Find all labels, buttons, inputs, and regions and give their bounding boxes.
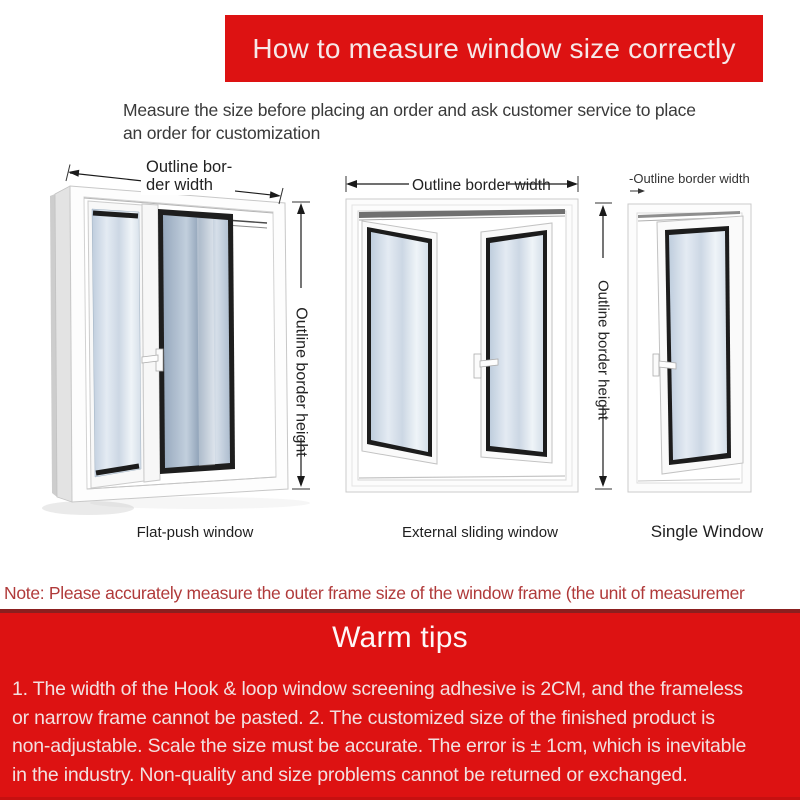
arrowhead-left-icon bbox=[68, 170, 79, 177]
arrowhead-right-icon bbox=[567, 180, 578, 188]
arrowhead-up-icon bbox=[599, 205, 607, 216]
window-1-center-stile bbox=[142, 204, 160, 482]
window-2-width-label: Outline border width bbox=[412, 177, 551, 194]
windows-diagram bbox=[0, 155, 800, 555]
window-1-illustration bbox=[42, 186, 310, 515]
tips-line-1: 1. The width of the Hook & loop window screening adhesive is 2CM, and the frameless bbox=[12, 678, 743, 700]
arrowhead-down-icon bbox=[599, 476, 607, 487]
tips-line-4: in the industry. Non-quality and size problems cannot be returned or exchanged. bbox=[12, 763, 688, 786]
window-1-height-label: Outline border height bbox=[292, 307, 310, 457]
warm-tips-body bbox=[12, 675, 794, 789]
tips-line-3: non-adjustable. Scale the size must be accurate. The error is ± 1cm, which is inevitable bbox=[12, 735, 747, 757]
warm-tips-section bbox=[0, 613, 800, 800]
window-1-side-depth bbox=[55, 186, 72, 502]
arrowhead-up-icon bbox=[297, 203, 305, 214]
measure-note: Note: Please accurately measure the outer frame size of the window frame (the unit of measuremer bbox=[4, 583, 745, 603]
window-3-handle-base bbox=[653, 354, 659, 376]
window-1-sliding-panel-glass bbox=[163, 215, 230, 468]
window-3-width-label: -Outline border width bbox=[629, 171, 750, 186]
arrowhead-down-icon bbox=[297, 476, 305, 487]
window-3-width-label-group bbox=[629, 171, 750, 194]
warm-tips-heading: Warm tips bbox=[332, 621, 468, 654]
page-title: How to measure window size correctly bbox=[252, 32, 736, 64]
intro-line-1: Measure the size before placing an order and ask customer service to place bbox=[123, 100, 696, 120]
window-3-illustration bbox=[628, 204, 751, 492]
window-1-glass-reflection bbox=[197, 218, 215, 466]
window-2-right-glass bbox=[490, 235, 543, 452]
mini-arrowhead-icon bbox=[638, 188, 645, 194]
arrowhead-left-icon bbox=[346, 180, 357, 188]
window-2-left-glass bbox=[371, 232, 428, 452]
window-2-height-arrow bbox=[595, 203, 613, 489]
window-1-left-glass bbox=[92, 209, 141, 477]
width-tick-left bbox=[66, 165, 70, 182]
window-3-caption: Single Window bbox=[650, 522, 764, 541]
window-3-glass bbox=[669, 231, 727, 460]
window-1-width-label-line1: Outline bor- bbox=[146, 158, 233, 176]
window-1-width-label-line2: der width bbox=[146, 176, 213, 194]
window-2-caption: External sliding window bbox=[402, 524, 558, 541]
intro-text bbox=[123, 99, 783, 144]
window-2-illustration bbox=[346, 199, 578, 492]
window-2-width-arrow bbox=[346, 175, 578, 194]
window-1-height-arrow bbox=[292, 202, 310, 489]
window-1-left-glass-top-bar bbox=[93, 213, 138, 216]
tips-line-2: or narrow frame cannot be pasted. 2. The customized size of the finished product is bbox=[12, 706, 715, 729]
window-1-caption: Flat-push window bbox=[136, 524, 254, 541]
window-2-height-label: Outline border height bbox=[594, 279, 612, 421]
intro-line-2: an order for customization bbox=[123, 122, 321, 143]
title-banner bbox=[225, 15, 763, 82]
arrowhead-right-icon bbox=[270, 191, 281, 198]
